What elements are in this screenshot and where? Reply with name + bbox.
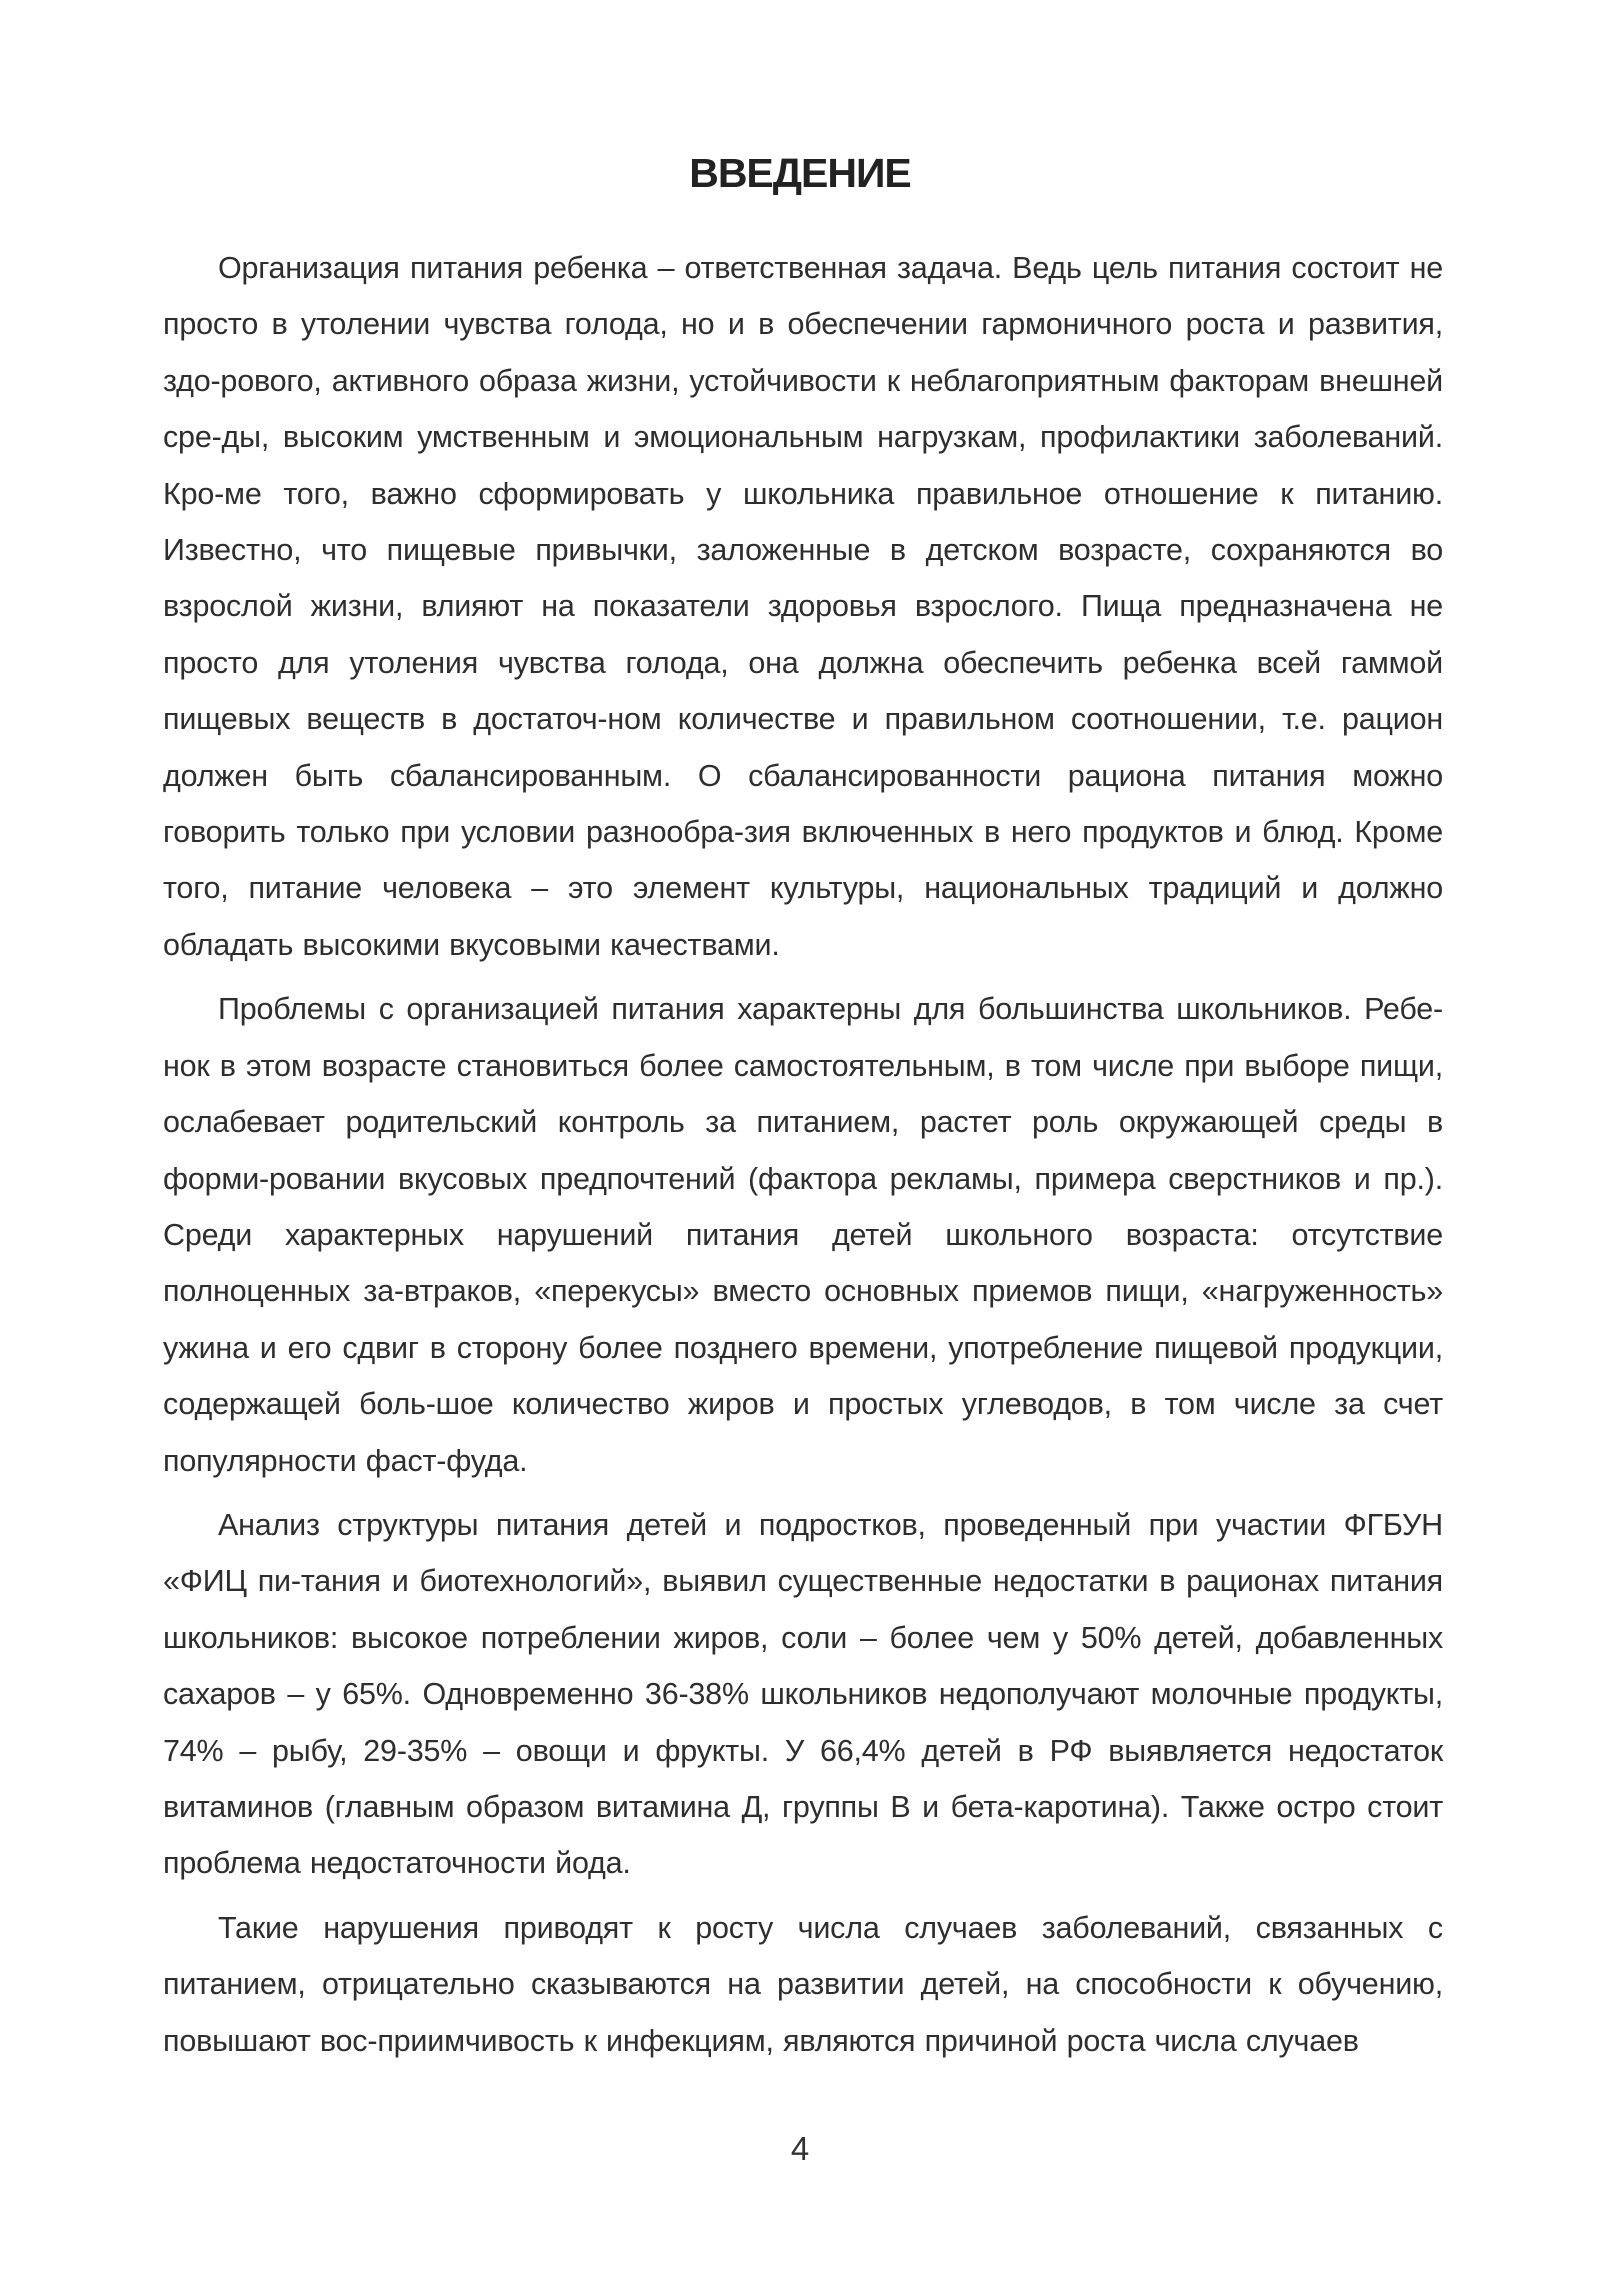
page-title: ВВЕДЕНИЕ [689,150,911,196]
page-number: 4 [790,2130,810,2167]
paragraph-consequences: Такие нарушения приводят к росту числа случаев заболеваний, связанных с питанием, отрицательно сказываются на развитии детей, на способности к обучению, повышают вос-приимчивость к инфекциям, являются причиной роста числа случаев [163,1910,1443,2058]
paragraph-analysis: Анализ структуры питания детей и подростков, проведенный при участии ФГБУН «ФИЦ пи-тания и биотехнологий», выявил существенные недостатки в рационах питания школьников: высокое потреблении жиров, соли – более чем у 50% детей, добавленных сахаров – у 65%. Одновременно 36-38% школьников недополучают молочные продукты, 74% – рыбу, 29-35% – овощи и фрукты. У 66,4% детей в РФ выявляется недостаток витаминов (главным образом витамина Д, группы В и бета-каротина). Также остро стоит проблема недостаточности йода. [163,1507,1443,1881]
paragraph-intro: Организация питания ребенка – ответственная задача. Ведь цель питания состоит не просто в утолении чувства голода, но и в обеспечении гармоничного роста и развития, здо-рового, активного образа жизни, устойчивости к неблагоприятным факторам внешней сре-ды, высоким умственным и эмоциональным нагрузкам, профилактики заболеваний. Кро-ме того, важно сформировать у школьника правильное отношение к питанию. Известно, что пищевые привычки, заложенные в детском возрасте, сохраняются во взрослой жизни, влияют на показатели здоровья взрослого. Пища предназначена не просто для утоления чувства голода, она должна обеспечить ребенка всей гаммой пищевых веществ в достаточ-ном количестве и правильном соотношении, т.е. рацион должен быть сбалансированным. О сбалансированности рациона питания можно говорить только при условии разнообра-зия включенных в него продуктов и блюд. Кроме того, питание человека – это элемент культуры, национальных традиций и должно обладать высокими вкусовыми качествами. [163,251,1443,962]
paragraph-problems: Проблемы с организацией питания характерны для большинства школьников. Ребе-нок в этом возрасте становиться более самостоятельным, в том числе при выборе пищи, ослабевает родительский контроль за питанием, растет роль окружающей среды в форми-ровании вкусовых предпочтений (фактора рекламы, примера сверстников и пр.). Среди характерных нарушений питания детей школьного возраста: отсутствие полноценных за-втраков, «перекусы» вместо основных приемов пищи, «нагруженность» ужина и его сдвиг в сторону более позднего времени, употребление пищевой продукции, содержащей боль-шое количество жиров и простых углеводов, в том числе за счет популярности фаст-фуда. [163,992,1443,1478]
body-text [163,240,1443,2069]
